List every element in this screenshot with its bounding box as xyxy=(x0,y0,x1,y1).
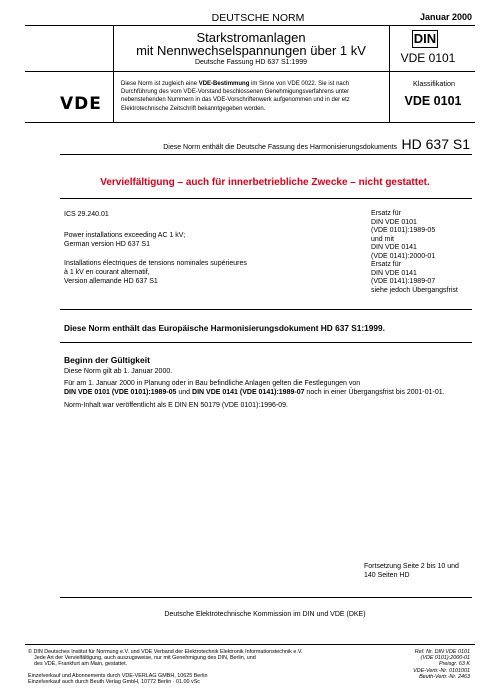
title-line-2: mit Nennwechselspannungen über 1 kV xyxy=(136,43,366,58)
hd-rule xyxy=(60,342,472,343)
copy-warning: Vervielfältigung – auch für innerbetriebliche Zwecke – nicht gestattet. xyxy=(100,177,430,188)
hd-statement: Diese Norm enthält das Europäische Harmonisierungsdokument HD 637 S1:1999. xyxy=(64,323,385,333)
replacement-line: Ersatz für xyxy=(371,210,401,217)
french-title-line: Installations électriques de tensions nominales supérieures xyxy=(64,260,247,267)
issue-date: Januar 2000 xyxy=(419,12,472,22)
replacement-line: siehe jedoch Übergangsfrist xyxy=(371,286,458,294)
french-title-line: à 1 kV en courant alternatif, xyxy=(64,269,150,276)
vde-right-divider xyxy=(389,72,390,122)
footer-reference-line: Beuth-Vertr.-Nr. 2463 xyxy=(419,673,470,680)
footer-reference-line: Ref. Nr. DIN VDE 0101 xyxy=(414,649,470,655)
english-title-line: Power installations exceeding AC 1 kV; xyxy=(64,232,186,239)
document-type-header: DEUTSCHE NORM xyxy=(211,12,305,24)
validity-heading: Beginn der Gültigkeit xyxy=(64,355,150,365)
replacement-line: Ersatz für xyxy=(371,261,401,268)
top-rule xyxy=(25,25,475,26)
french-title-line: Version allemande HD 637 S1 xyxy=(64,278,158,285)
vde-bottom-rule xyxy=(25,122,475,123)
continuation-rule xyxy=(60,597,472,598)
vde-notice: Diese Norm ist zugleich eine VDE-Bestimmung im Sinne von VDE 0022. Sie ist nach Durchführung des vom VDE-Vorstand beschlossenen Genehmigungsverfahrens unter nebenstehenden Nummern in das VDE-Vorschriftenwerk aufgenommen und in der etz Elektrotechnische Zeitschrift bekanntgegeben worden. xyxy=(121,81,350,112)
footer-reference-line: Preisgr. 63 K xyxy=(439,661,470,668)
title-right-divider xyxy=(389,26,390,71)
harmonization-text: Diese Norm enthält die Deutsche Fassung des Harmonisierungsdokuments xyxy=(163,144,398,151)
validity-date: Diese Norm gilt ab 1. Januar 2000. xyxy=(64,368,173,375)
replacement-line: (VDE 0141):2000-01 xyxy=(371,252,436,260)
replacement-line: (VDE 0141):1989-07 xyxy=(371,278,436,285)
klassifikation-label: Klassifikation xyxy=(413,79,455,88)
vde-logo: VDE xyxy=(60,94,102,114)
harmonization-rule xyxy=(60,154,472,155)
draft-publication-note: Norm-Inhalt war veröffentlicht als E DIN EN 50179 (VDE 0101):1996-09. xyxy=(64,402,288,409)
transition-text: DIN VDE 0101 (VDE 0101):1989-05 und DIN VDE 0141 (VDE 0141):1989-07 noch in einer Übergangsfrist bis 2001-01-01. xyxy=(64,389,445,396)
footer-line: Jede Art der Vervielfältigung, auch auszugsweise, nur mit Genehmigung des DIN, Berlin, und xyxy=(34,655,256,661)
warning-rule xyxy=(60,198,472,199)
metadata-rule xyxy=(60,309,472,310)
title-subtitle: Deutsche Fassung HD 637 S1:1999 xyxy=(194,59,308,66)
replacement-line: DIN VDE 0141 xyxy=(371,244,417,251)
footer-rule xyxy=(25,644,475,645)
vde-left-divider xyxy=(113,72,114,122)
transition-text: Für am 1. Januar 2000 in Planung oder in Bau befindliche Anlagen gelten die Festlegungen von xyxy=(64,380,361,387)
harmonization-line xyxy=(150,136,470,154)
footer-reference-line: VDE-Vertr.-Nr. 0101001 xyxy=(413,667,470,674)
replacement-line: DIN VDE 0101 xyxy=(371,218,417,226)
ics-code: ICS 29.240.01 xyxy=(64,211,109,218)
footer-reference-line: (VDE 0101):2000-01 xyxy=(420,655,470,662)
replacement-line: (VDE 0101):1989-05 xyxy=(371,227,436,234)
klassifikation-value: VDE 0101 xyxy=(404,94,462,108)
english-title-line: German version HD 637 S1 xyxy=(64,241,150,248)
title-bottom-rule xyxy=(25,71,475,72)
harmonization-code: HD 637 S1 xyxy=(401,136,470,152)
continuation-note: Fortsetzung Seite 2 bis 10 und xyxy=(364,563,459,570)
footer-line: des VDE, Frankfurt am Main, gestattet. xyxy=(34,661,128,667)
footer-line: Einzelverkauf auch durch Beuth Verlag GmbH, 10772 Berlin · 01.00 vSc xyxy=(28,679,200,685)
din-number: VDE 0101 xyxy=(400,51,456,65)
footer-copyright: © DIN Deutsches Institut für Normung e.V. und VDE Verband der Elektrotechnik Elektronik Informationstechnik e.V. xyxy=(28,649,303,655)
footer-reference xyxy=(380,649,470,680)
replacement-line: DIN VDE 0141 xyxy=(371,269,417,277)
commission-name: Deutsche Elektrotechnische Kommission im DIN und VDE (DKE) xyxy=(164,611,366,618)
title-line-1: Starkstromanlagen xyxy=(196,30,306,45)
replacement-line: und mit xyxy=(371,235,394,243)
continuation-note: 140 Seiten HD xyxy=(364,572,410,579)
footer-line: Einzelverkauf und Abonnements durch VDE-VERLAG GMBH, 10625 Berlin xyxy=(28,673,208,679)
replacement-info xyxy=(371,210,471,295)
din-logo: DIN xyxy=(413,31,437,46)
